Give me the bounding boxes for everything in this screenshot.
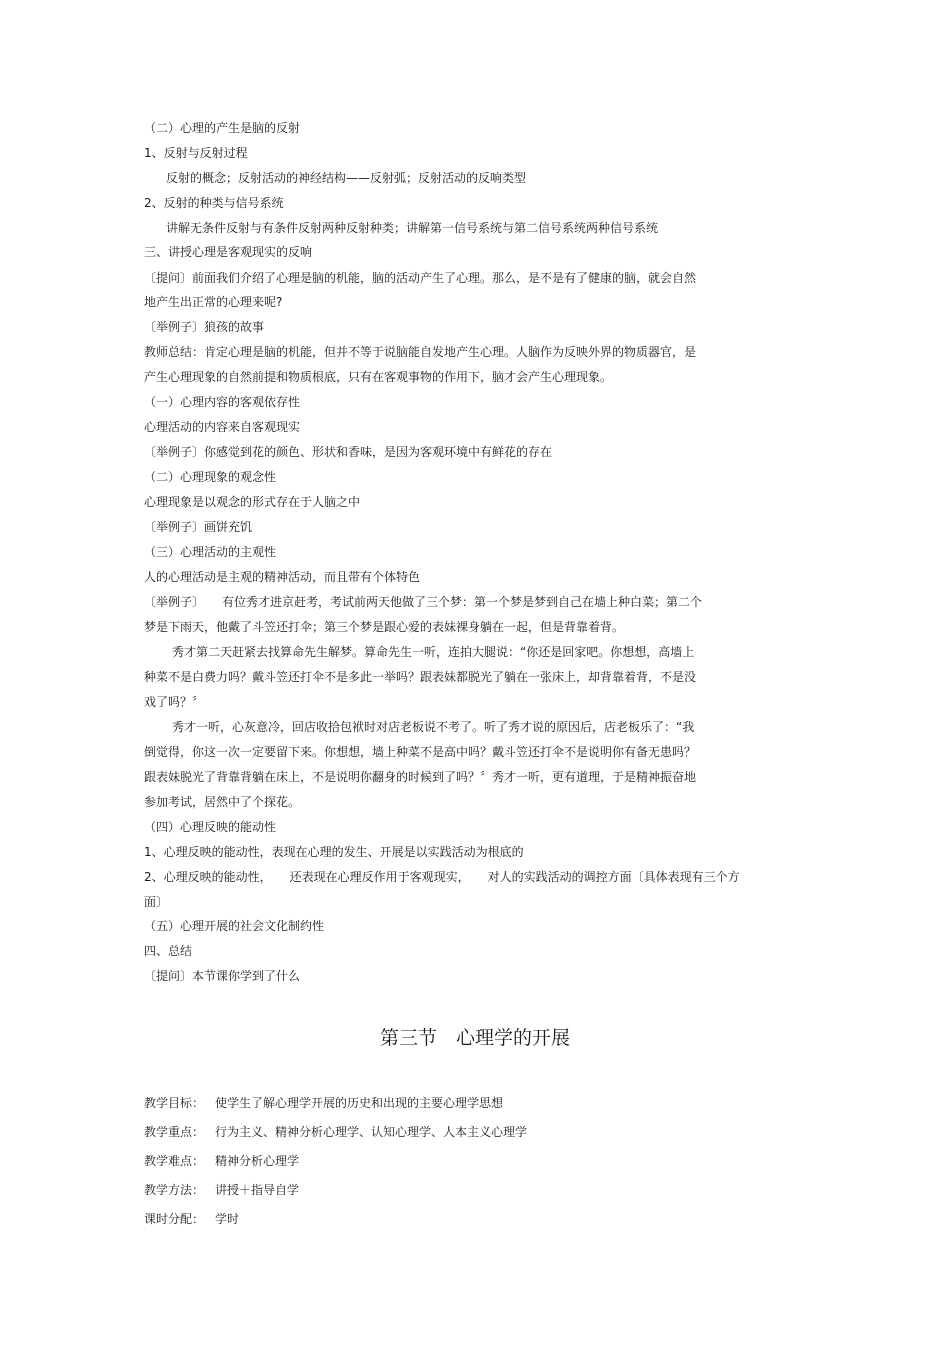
text-line: 2、反射的种类与信号系统 (144, 196, 284, 210)
text-line: （一）心理内容的客观依存性 (144, 395, 301, 409)
meta-value: 精神分析心理学 (215, 1154, 300, 1168)
meta-label: 教学难点： (144, 1154, 205, 1168)
text-line: 〔提问〕本节课你学到了什么 (144, 969, 301, 983)
text-line: 心理活动的内容来自客观现实 (144, 420, 301, 434)
text-line: 人的心理活动是主观的精神活动，而且带有个体特色 (144, 570, 421, 584)
text-line: 讲解无条件反射与有条件反射两种反射种类；讲解第一信号系统与第二信号系统两种信号系统 (166, 221, 659, 235)
text-line: 反射的概念；反射活动的神经结构——反射弧；反射活动的反响类型 (166, 171, 527, 185)
text-line: 产生心理现象的自然前提和物质根底，只有在客观事物的作用下，脑才会产生心理现象。 (144, 370, 613, 384)
text-line: 〔提问〕前面我们介绍了心理是脑的机能，脑的活动产生了心理。那么，是不是有了健康的脑，就会自然 (144, 271, 697, 285)
text-line: 面〕 (144, 895, 169, 909)
text-line: 种菜不是白费力吗？戴斗笠还打伞不是多此一举吗？跟表妹都脱光了躺在一张床上，却背靠着背，不是没 (144, 670, 697, 684)
text-line: 〔举例子〕你感觉到花的颜色、形状和香味，是因为客观环境中有鲜花的存在 (144, 445, 553, 459)
text-line: 地产生出正常的心理来呢? (144, 295, 283, 309)
meta-label: 教学方法： (144, 1183, 205, 1197)
text-line: 四、总结 (144, 944, 193, 958)
text-line: 〔举例子〕狼孩的故事 (144, 320, 265, 334)
text-line: 跟表妹脱光了背靠背躺在床上，不是说明你翻身的时候到了吗？〞秀才一听，更有道理，于是精神振奋地 (144, 770, 697, 784)
text-line: 三、讲授心理是客观现实的反响 (144, 245, 313, 259)
meta-label: 教学目标： (144, 1096, 205, 1110)
meta-label: 教学重点： (144, 1125, 205, 1139)
text-line: 教师总结：肯定心理是脑的机能，但并不等于说脑能自发地产生心理。人脑作为反映外界的物质器官，是 (144, 345, 697, 359)
text-line: 2、心理反映的能动性， 还表现在心理反作用于客观现实， 对人的实践活动的调控方面〔具体表现有三个方 (144, 870, 740, 884)
meta-value: 行为主义、精神分析心理学、认知心理学、人本主义心理学 (215, 1125, 528, 1139)
text-line: 1、心理反映的能动性，表现在心理的发生、开展是以实践活动为根底的 (144, 845, 524, 859)
text-line: （二）心理现象的观念性 (144, 470, 277, 484)
section-title: 第三节 心理学的开展 (379, 1027, 570, 1049)
text-line: 1、反射与反射过程 (144, 146, 248, 160)
text-line: （四）心理反映的能动性 (144, 820, 277, 834)
text-line: （二）心理的产生是脑的反射 (144, 121, 301, 135)
text-line: 秀才一听，心灰意冷，回店收拾包袱时对店老板说不考了。听了秀才说的原因后，店老板乐了：“我 (172, 720, 695, 734)
text-line: （五）心理开展的社会文化制约性 (144, 919, 325, 933)
text-line: 参加考试，居然中了个探花。 (144, 795, 301, 809)
text-line: 戏了吗？〞 (144, 695, 205, 709)
text-line: 秀才第二天赶紧去找算命先生解梦。算命先生一听，连拍大腿说：“你还是回家吧。你想想，高墙上 (172, 645, 695, 659)
meta-value: 讲授＋指导自学 (215, 1183, 300, 1197)
text-line: 〔举例子〕画饼充饥 (144, 520, 253, 534)
meta-label: 课时分配： (144, 1212, 205, 1226)
text-line: 〔举例子〕 有位秀才进京赶考，考试前两天他做了三个梦：第一个梦是梦到自己在墙上种白菜；第二个 (144, 595, 703, 609)
meta-value: 学时 (215, 1212, 240, 1226)
text-line: （三）心理活动的主观性 (144, 545, 277, 559)
text-line: 心理现象是以观念的形式存在于人脑之中 (144, 495, 361, 509)
meta-value: 使学生了解心理学开展的历史和出现的主要心理学思想 (215, 1096, 504, 1110)
text-line: 倒觉得，你这一次一定要留下来。你想想，墙上种菜不是高中吗？戴斗笠还打伞不是说明你有备无患吗？ (144, 745, 697, 759)
text-line: 梦是下雨天，他戴了斗笠还打伞；第三个梦是跟心爱的表妹裸身躺在一起，但是背靠着背。 (144, 620, 625, 634)
